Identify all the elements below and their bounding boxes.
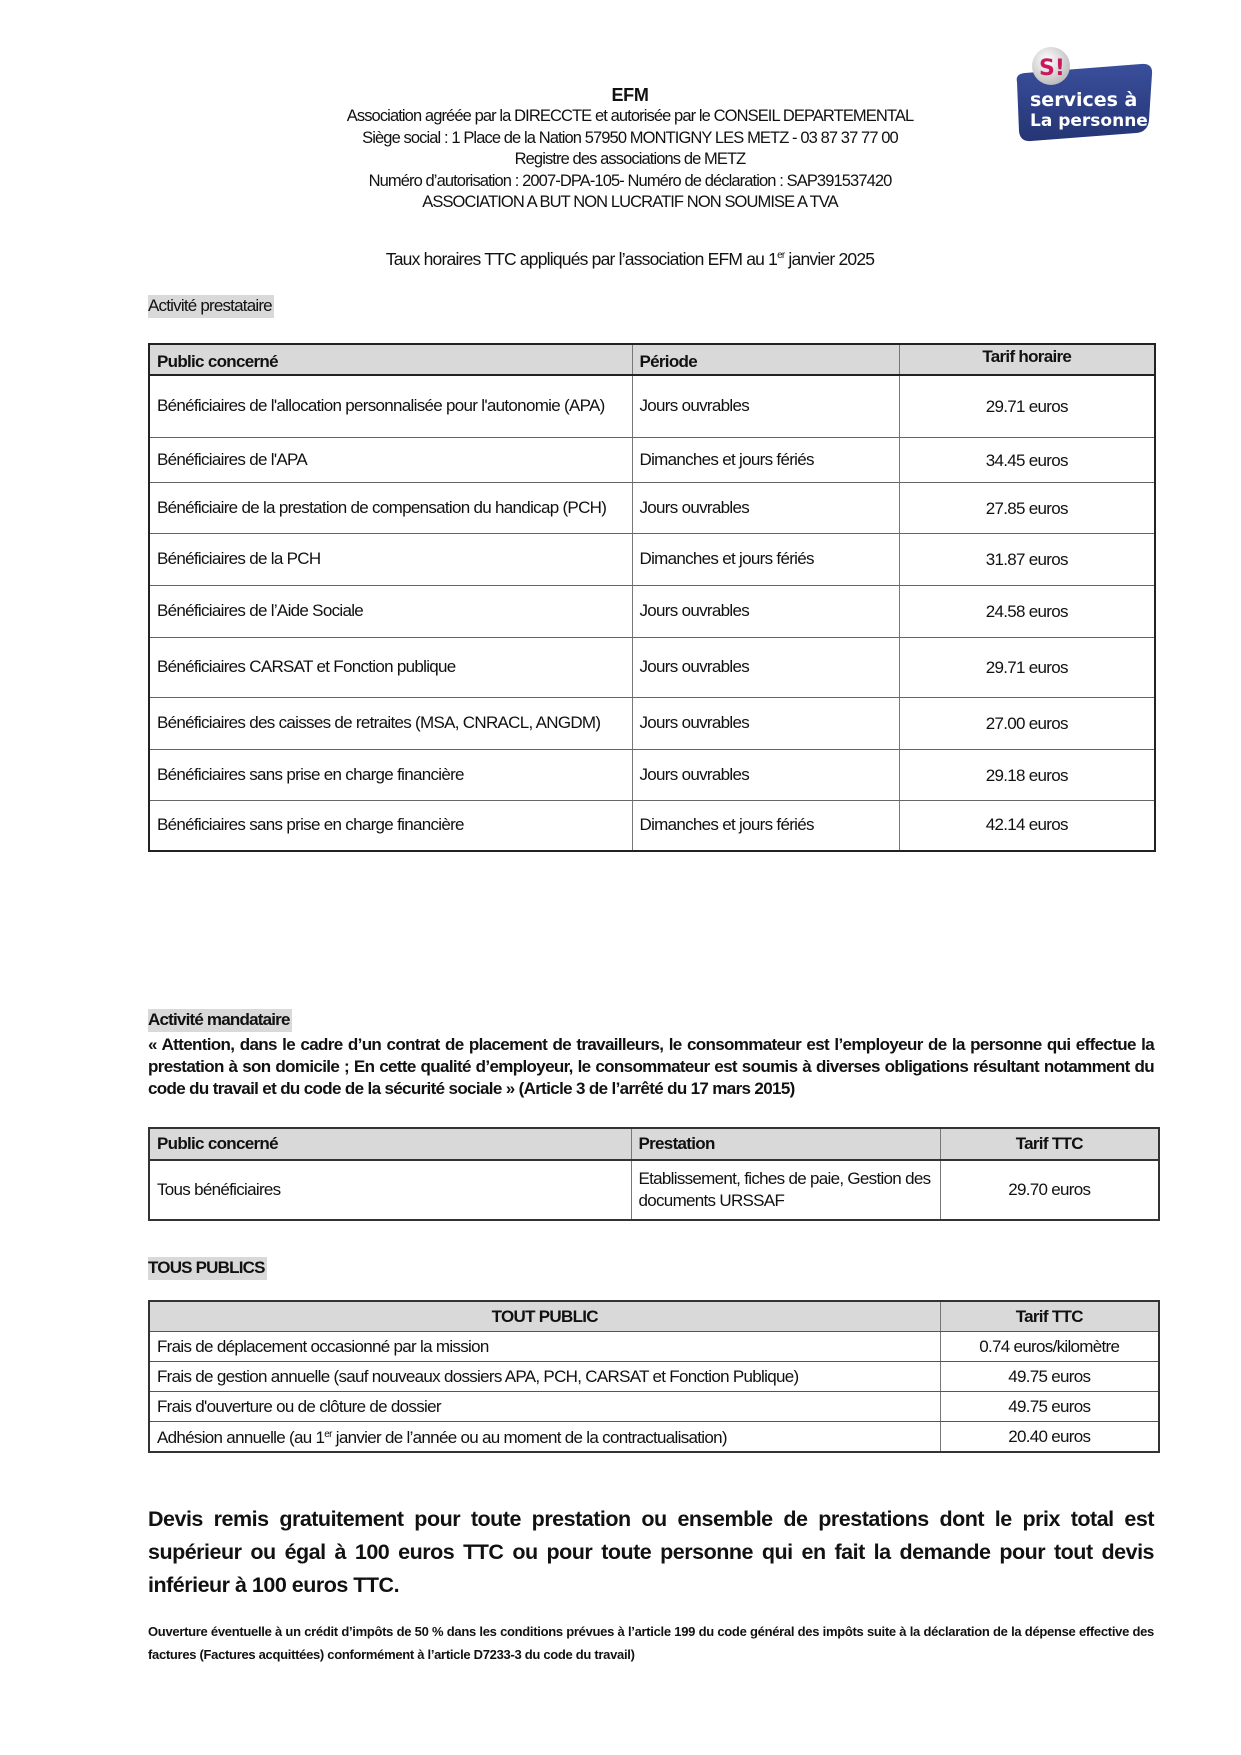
cell-public: Bénéficiaires sans prise en charge financière [149,800,632,851]
cell-periode: Jours ouvrables [632,749,899,800]
cell-periode: Dimanches et jours fériés [632,533,899,585]
table-row [149,1332,1159,1362]
svg-text:La personne: La personne [1030,111,1148,131]
table-row [149,375,1155,437]
services-a-la-personne-logo [1003,44,1155,144]
cell-item-text: Adhésion annuelle (au 1 [157,1428,325,1447]
cell-tarif: 29.71 euros [899,375,1155,437]
title-superscript: er [777,250,785,261]
logo-icon [1003,44,1155,144]
cell-periode: Dimanches et jours fériés [632,800,899,851]
svg-text:services à: services à [1030,89,1138,111]
cell-tarif: 27.00 euros [899,697,1155,749]
letterhead [300,84,960,214]
approval-line: Association agréée par la DIRECCTE et autorisée par le CONSEIL DEPARTEMENTAL [346,107,914,125]
document-title [300,249,960,270]
table-header-row [149,1301,1159,1332]
cell-tarif: 20.40 euros [940,1422,1159,1453]
cell-periode: Jours ouvrables [632,697,899,749]
column-header-tarif: Tarif horaire [899,344,1155,375]
column-header-prestation: Prestation [631,1128,940,1160]
cell-prestation: Etablissement, fiches de paie, Gestion des documents URSSAF [631,1160,940,1220]
free-quote-notice: Devis remis gratuitement pour toute prestation ou ensemble de prestations dont le prix total est supérieur ou égal à 100 euros TTC ou pour toute personne qui en fait la demande pour tout devis inférieur à 100 euros TTC. [148,1507,1154,1597]
cell-periode: Jours ouvrables [632,375,899,437]
cell-item-superscript: er [324,1429,332,1440]
cell-periode: Jours ouvrables [632,637,899,697]
table-row [149,1160,1159,1220]
cell-item-text-end: janvier de l’année ou au moment de la contractualisation) [331,1428,727,1447]
section-label-prestataire: Activité prestataire [148,295,274,318]
column-header-tarif: Tarif TTC [940,1301,1159,1332]
cell-periode: Jours ouvrables [632,585,899,637]
cell-tarif: 0.74 euros/kilomètre [940,1332,1159,1362]
cell-item [149,1422,940,1453]
table-row [149,1362,1159,1392]
column-header-tarif: Tarif TTC [940,1128,1159,1160]
mandataire-rates-table [148,1127,1160,1221]
table-header-row [149,1128,1159,1160]
cell-item: Frais d'ouverture ou de clôture de dossier [149,1392,940,1422]
cell-public: Bénéficiaires de la PCH [149,533,632,585]
non-profit-line: ASSOCIATION A BUT NON LUCRATIF NON SOUMISE A TVA [422,193,838,212]
cell-item: Frais de gestion annuelle (sauf nouveaux dossiers APA, PCH, CARSAT et Fonction Publique) [149,1362,940,1392]
cell-item: Frais de déplacement occasionné par la mission [149,1332,940,1362]
table-row [149,749,1155,800]
cell-public: Bénéficiaires des caisses de retraites (MSA, CNRACL, ANGDM) [149,697,632,749]
cell-tarif: 31.87 euros [899,533,1155,585]
section-label-mandataire: Activité mandataire [148,1009,292,1032]
section-label-tous-publics: TOUS PUBLICS [148,1257,267,1280]
cell-public: Bénéficiaires de l’Aide Sociale [149,585,632,637]
authorization-line: Numéro d’autorisation : 2007-DPA-105- Numéro de déclaration : SAP391537420 [368,171,892,190]
tous-publics-rates-table [148,1300,1160,1453]
cell-tarif: 42.14 euros [899,800,1155,851]
registry-line: Registre des associations de METZ [514,150,746,169]
table-row [149,585,1155,637]
mandataire-notice: « Attention, dans le cadre d’un contrat de placement de travailleurs, le consommateur est l’employeur de la personne qui effectue la prestation à son domicile ; En cette qualité d’employeur, le consommateur est soumis à diverses obligations résultant notamment du code du travail et du code de la sécurité sociale » (Article 3 de l’arrêté du 17 mars 2015) [148,1035,1154,1098]
cell-tarif: 29.70 euros [940,1160,1159,1220]
cell-tarif: 24.58 euros [899,585,1155,637]
org-name: EFM [611,85,649,105]
table-header-row [149,344,1155,375]
column-header-public: Public concerné [149,1128,631,1160]
cell-public: Bénéficiaire de la prestation de compensation du handicap (PCH) [149,482,632,533]
cell-public: Bénéficiaires de l'allocation personnalisée pour l'autonomie (APA) [149,375,632,437]
title-text: Taux horaires TTC appliqués par l’association EFM au 1 [385,249,778,269]
address-line: Siège social : 1 Place de la Nation 57950 MONTIGNY LES METZ - 03 87 37 77 00 [362,128,898,147]
cell-tarif: 29.71 euros [899,637,1155,697]
column-header-public: Public concerné [149,344,632,375]
cell-periode: Jours ouvrables [632,482,899,533]
tax-credit-notice: Ouverture éventuelle à un crédit d’impôts de 50 % dans les conditions prévues à l’article 199 du code général des impôts suite à la déclaration de la dépense effective des factures (Factures acquittées) conformément à l’article D7233-3 du code du travail) [148,1624,1154,1662]
cell-tarif: 49.75 euros [940,1362,1159,1392]
title-text-end: janvier 2025 [784,249,875,269]
cell-tarif: 29.18 euros [899,749,1155,800]
cell-tarif: 27.85 euros [899,482,1155,533]
table-row [149,800,1155,851]
svg-text:S!: S! [1039,56,1065,81]
table-row [149,697,1155,749]
column-header-tout-public: TOUT PUBLIC [149,1301,940,1332]
cell-periode: Dimanches et jours fériés [632,437,899,482]
prestataire-rates-table [148,343,1156,852]
cell-public: Bénéficiaires de l'APA [149,437,632,482]
cell-public: Bénéficiaires sans prise en charge financière [149,749,632,800]
table-row [149,437,1155,482]
table-row [149,637,1155,697]
table-row [149,533,1155,585]
cell-tarif: 49.75 euros [940,1392,1159,1422]
table-row [149,1422,1159,1453]
cell-tarif: 34.45 euros [899,437,1155,482]
table-row [149,482,1155,533]
table-row [149,1392,1159,1422]
cell-public: Tous bénéficiaires [149,1160,631,1220]
cell-public: Bénéficiaires CARSAT et Fonction publique [149,637,632,697]
column-header-periode: Période [632,344,899,375]
